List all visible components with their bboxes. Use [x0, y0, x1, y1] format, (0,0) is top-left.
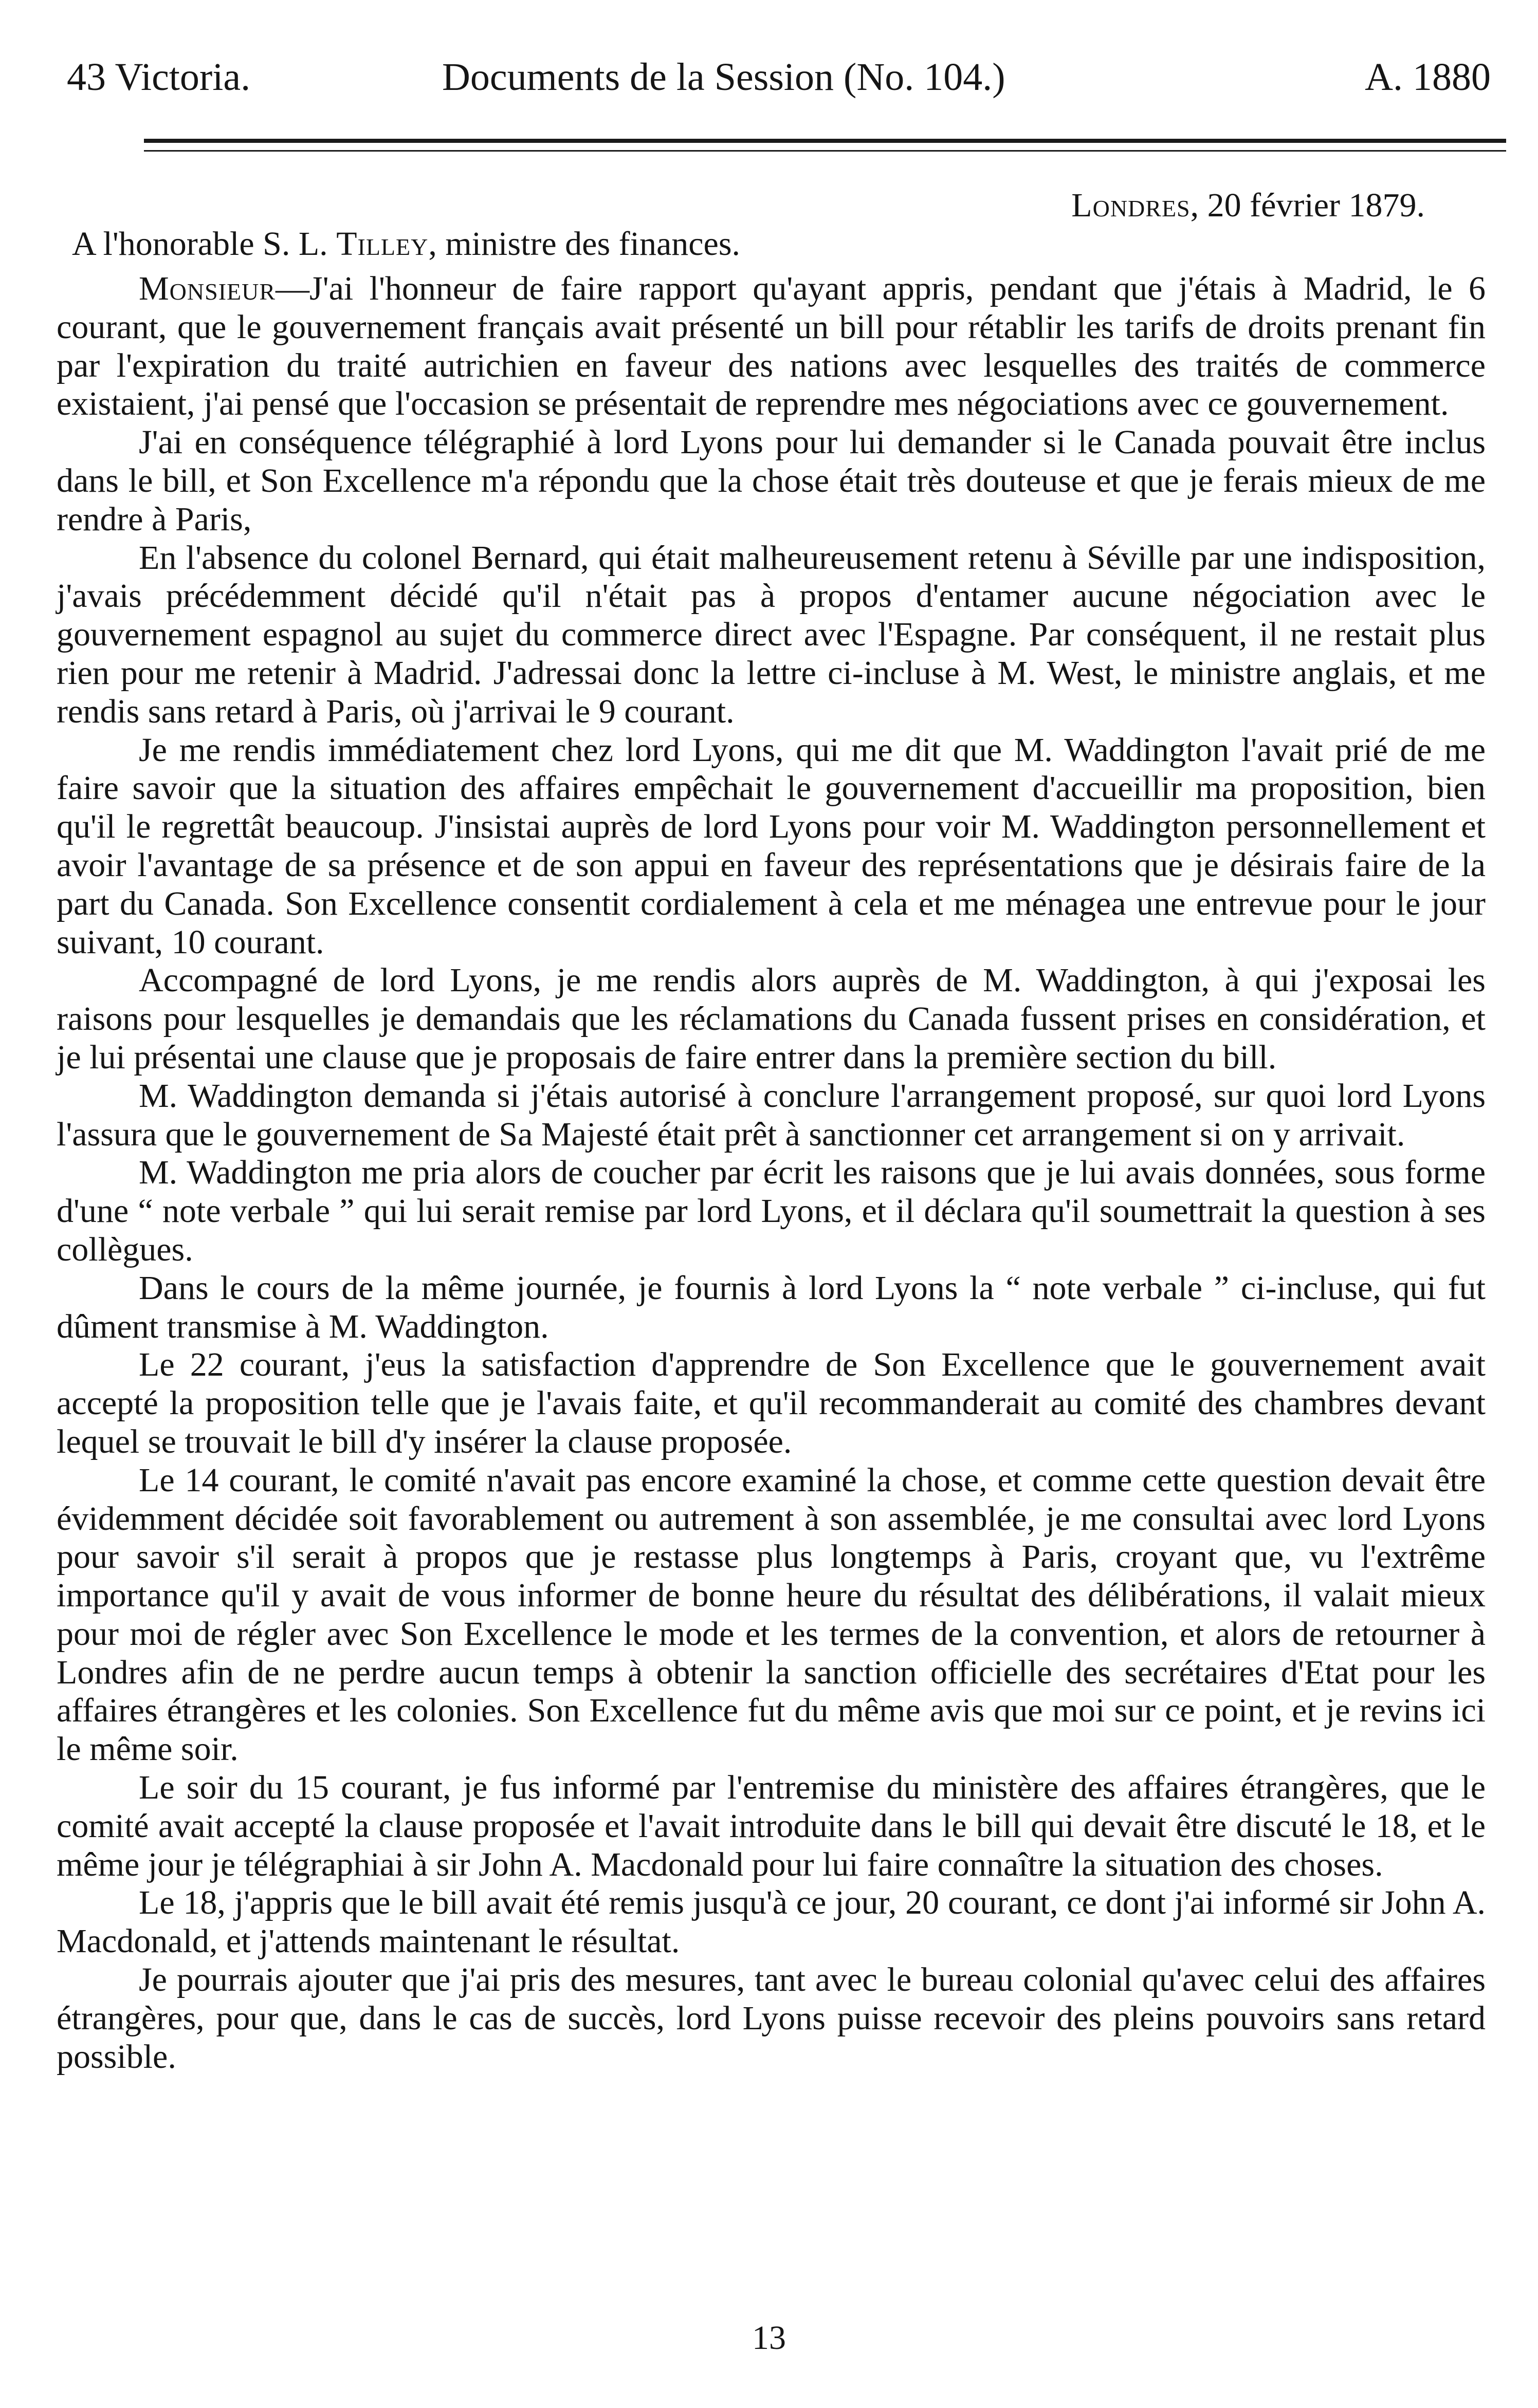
- paragraph: Je pourrais ajouter que j'ai pris des mesures, tant avec le bureau colonial qu'avec celui des affaires étrangères, pour que, dans le cas de succès, lord Lyons puisse recevoir des pleins pouvoirs sans retard possible.: [57, 1961, 1486, 2076]
- addressee-prefix: A l'honorable S. L.: [72, 225, 337, 263]
- letter-addressee: [72, 221, 740, 267]
- paragraph: J'ai en conséquence télégraphié à lord Lyons pour lui demander si le Canada pouvait être inclus dans le bill, et Son Excellence m'a répondu que la chose était très douteuse et que je ferais mieux de me rendre à Paris,: [57, 423, 1486, 538]
- addressee-name: Tilley: [336, 225, 429, 263]
- paragraph: Le 22 courant, j'eus la satisfaction d'apprendre de Son Excellence que le gouvernement avait accepté la proposition telle que je l'avais faite, et qu'il recommanderait au comité des chambres devant lequel se trouvait le bill d'y insérer la clause proposée.: [57, 1346, 1486, 1460]
- header-rule-thick: [144, 139, 1506, 143]
- paragraph: Dans le cours de la même journée, je fournis à lord Lyons la “ note verbale ” ci-incluse, qui fut dûment transmise à M. Waddington.: [57, 1269, 1486, 1345]
- header-session-label: 43 Victoria.: [67, 55, 251, 99]
- paragraph: En l'absence du colonel Bernard, qui était malheureusement retenu à Séville par une indisposition, j'avais précédemment décidé qu'il n'était pas à propos d'entamer aucune négociation avec le gouvernement espagnol au sujet du commerce direct avec l'Espagne. Par conséquent, il ne restait plus rien pour me retenir à Madrid. J'adressai donc la lettre ci-incluse à M. West, le ministre anglais, et me rendis sans retard à Paris, où j'arrivai le 9 courant.: [57, 539, 1486, 730]
- paragraph: M. Waddington demanda si j'étais autorisé à conclure l'arrangement proposé, sur quoi lord Lyons l'assura que le gouvernement de Sa Majesté était prêt à sanctionner cet arrangement si on y arrivait.: [57, 1077, 1486, 1153]
- paragraph: Le 18, j'appris que le bill avait été remis jusqu'à ce jour, 20 courant, ce dont j'ai informé sir John A. Macdonald, et j'attends maintenant le résultat.: [57, 1884, 1486, 1960]
- letter-place: Londres: [1071, 187, 1191, 224]
- page-number: 13: [752, 2319, 786, 2357]
- letter-dateline: [1071, 182, 1425, 229]
- paragraph: M. Waddington me pria alors de coucher par écrit les raisons que je lui avais données, sous forme d'une “ note verbale ” qui lui serait remise par lord Lyons, et il déclara qu'il soumettrait la question à ses collègues.: [57, 1154, 1486, 1268]
- paragraph: Le 14 courant, le comité n'avait pas encore examiné la chose, et comme cette question devait être évidemment décidée soit favorablement ou autrement à son assemblée, je me consultai avec lord Lyons pour savoir s'il serait à propos que je restasse plus longtemps à Paris, croyant que, vu l'extrême importance qu'il y avait de vous informer de bonne heure du résultat des délibérations, il valait mieux pour moi de régler avec Son Excellence le mode et les termes de la convention, et alors de retourner à Londres afin de ne perdre aucun temps à obtenir la sanction officielle des secrétaires d'Etat pour les affaires étrangères et les colonies. Son Excellence fut du même avis que moi sur ce point, et je revins ici le même soir.: [57, 1461, 1486, 1768]
- paragraph: Le soir du 15 courant, je fus informé par l'entremise du ministère des affaires étrangères, que le comité avait accepté la clause proposée et l'avait introduite dans le bill qui devait être discuté le 18, et le même jour je télégraphiai à sir John A. Macdonald pour lui faire connaître la situation des choses.: [57, 1769, 1486, 1883]
- header-rule-thin: [144, 150, 1506, 152]
- paragraph: [57, 270, 1486, 423]
- letter-body: [57, 270, 1486, 2076]
- paragraph: Je me rendis immédiatement chez lord Lyons, qui me dit que M. Waddington l'avait prié de me faire savoir que la situation des affaires empêchait le gouvernement d'accueillir ma proposition, bien qu'il le regrettât beaucoup. J'insistai auprès de lord Lyons pour voir M. Waddington personnellement et avoir l'avantage de sa présence et de son appui en faveur des représentations que je désirais faire de la part du Canada. Son Excellence consentit cordialement à cela et me ménagea une entrevue pour le jour suivant, 10 courant.: [57, 731, 1486, 961]
- paragraph: Accompagné de lord Lyons, je me rendis alors auprès de M. Waddington, à qui j'exposai les raisons pour lesquelles je demandais que les réclamations du Canada fussent prises en considération, et je lui présentai une clause que je proposais de faire entrer dans la première section du bill.: [57, 961, 1486, 1076]
- header-document-title: Documents de la Session (No. 104.): [442, 55, 1005, 99]
- header-year: A. 1880: [1365, 55, 1491, 99]
- salutation: Monsieur: [139, 270, 276, 307]
- letter-date: , 20 février 1879.: [1190, 187, 1425, 224]
- running-header: [67, 49, 1491, 105]
- addressee-suffix: , ministre des finances.: [428, 225, 741, 263]
- paragraph-text: —J'ai l'honneur de faire rapport qu'ayant appris, pendant que j'étais à Madrid, le 6 courant, que le gouvernement français avait présenté un bill pour rétablir les tarifs de droits prenant fin par l'expiration du traité autrichien en faveur des nations avec lesquelles des traités de commerce existaient, j'ai pensé que l'occasion se présentait de reprendre mes négociations avec ce gouvernement.: [57, 270, 1486, 423]
